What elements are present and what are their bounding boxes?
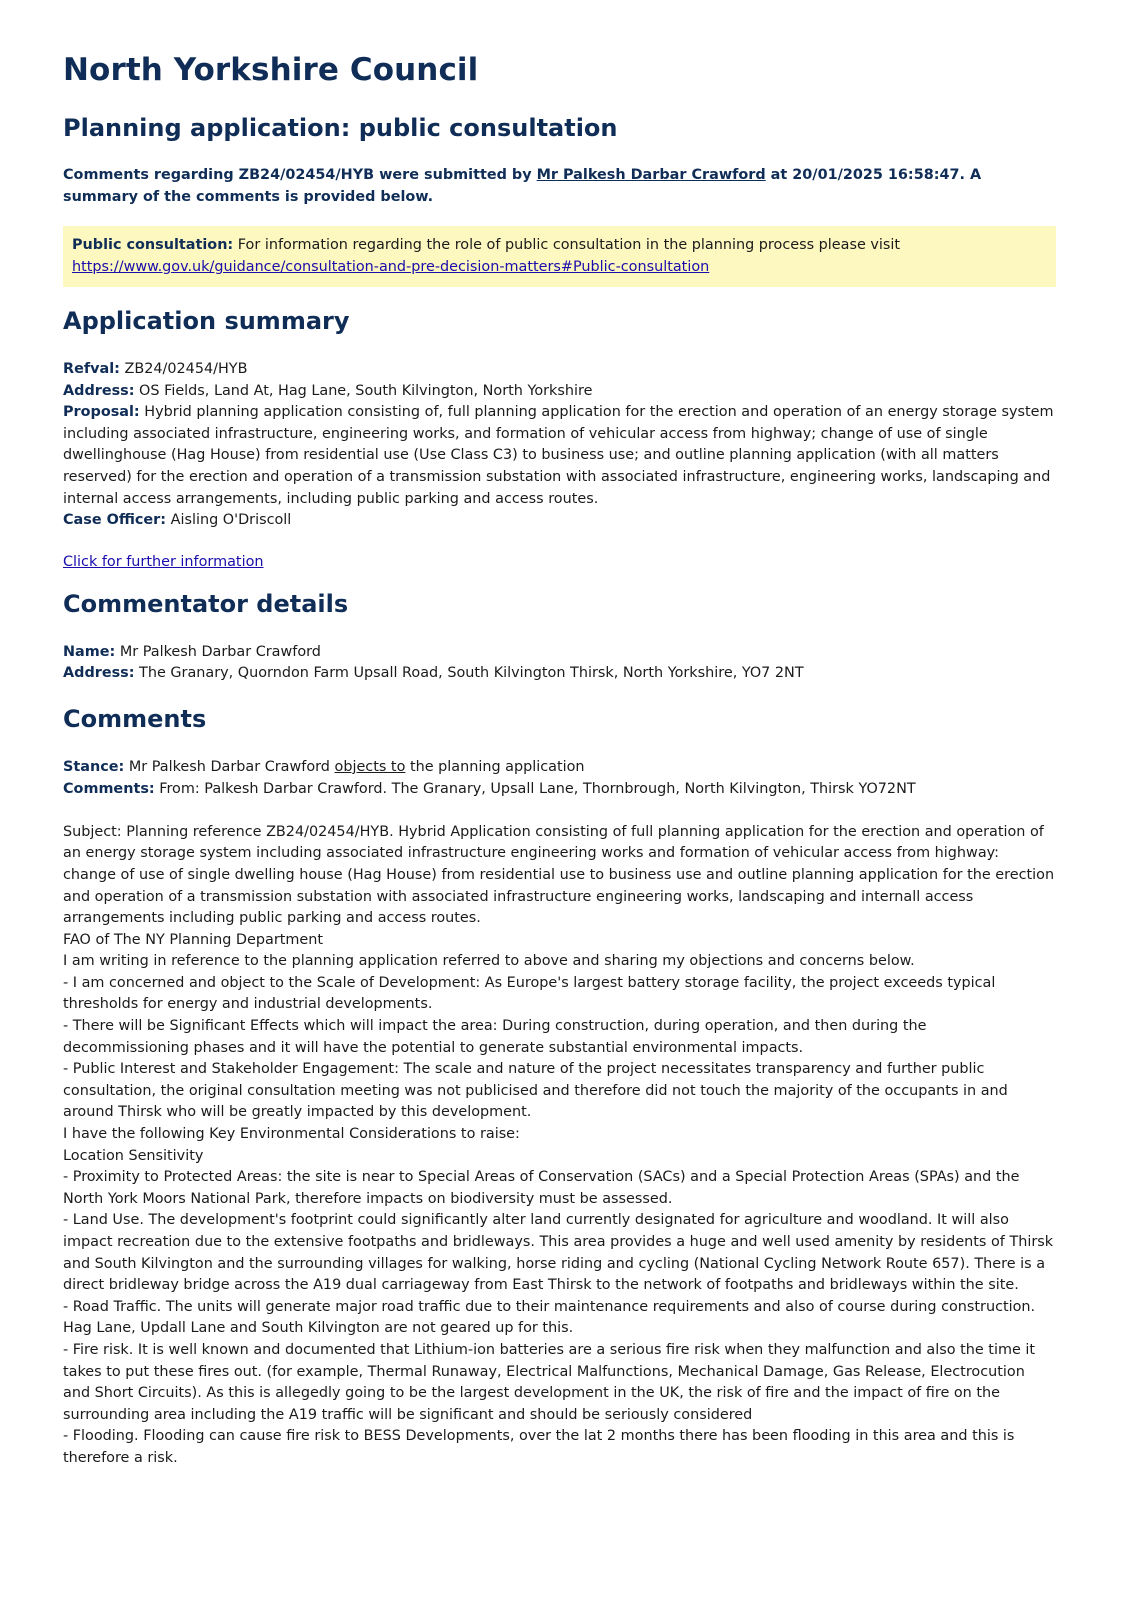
- stance-link[interactable]: objects to: [334, 758, 406, 775]
- commentator-name-link[interactable]: Mr Palkesh Darbar Crawford: [536, 167, 766, 183]
- case-officer-row: Case Officer: Aisling O'Driscoll: [63, 512, 292, 529]
- comments-section: [63, 757, 1056, 1470]
- submission-intro: Comments regarding ZB24/02454/HYB were submitted by Mr Palkesh Darbar Crawford at 20/01/2025 16:58:47. A summary of the comments is provided below.: [63, 167, 982, 205]
- notice-label: Public consultation:: [72, 237, 234, 253]
- notice-text: For information regarding the role of public consultation in the planning process please visit: [233, 237, 901, 253]
- comments-heading: Comments: [63, 704, 207, 733]
- council-title: North Yorkshire Council: [63, 52, 479, 88]
- application-summary-heading: Application summary: [63, 307, 350, 335]
- guidance-link[interactable]: https://www.gov.uk/guidance/consultation-and-pre-decision-matters#Public-consultation: [72, 259, 710, 275]
- public-consultation-notice: [63, 226, 1056, 287]
- commentator-details-heading: Commentator details: [63, 589, 349, 618]
- comments-from-row: Comments: From: Palkesh Darbar Crawford. The Granary, Upsall Lane, Thornbrough, North Kilvington, Thirsk YO72NT: [63, 780, 916, 797]
- application-summary: [63, 359, 1056, 532]
- further-information-link[interactable]: Click for further information: [63, 553, 264, 570]
- page-subtitle: Planning application: public consultation: [63, 114, 618, 142]
- refval-row: Refval: ZB24/02454/HYB: [63, 361, 248, 377]
- commentator-name-row: Name: Mr Palkesh Darbar Crawford: [63, 643, 321, 660]
- address-row: Address: OS Fields, Land At, Hag Lane, South Kilvington, North Yorkshire: [63, 382, 593, 399]
- commentator-details: [63, 642, 1056, 685]
- comment-body: Subject: Planning reference ZB24/02454/HYB. Hybrid Application consisting of full planning application for the erection and operation of an energy storage system including associated infrastructure engineering works and formation of vehicular access from highway: change of use of single dwelling house (Hag House) from residential use to business use and outline planning application for the erection and operation of a transmission substation with associated infrastructure engineering works, landscaping and internall access arrangements including public parking and access routes. FAO of The NY Planning Department I am writing in reference to the planning application referred to above and sharing my objections and concerns below. - I am concerned and object to the Scale of Development: As Europe's largest battery storage facility, the project exceeds typical thresholds for energy and industrial developments. - There will be Significant Effects which will impact the area: During construction, during operation, and then during the decommissioning phases and it will have the potential to generate substantial environmental impacts. - Public Interest and Stakeholder Engagement: The scale and nature of the project necessitates transparency and further public consultation, the original consultation meeting was not publicised and therefore did not touch the majority of the occupants in and around Thirsk who will be greatly impacted by this development. I have the following Key Environmental Considerations to raise: Location Sensitivity - Proximity to Protected Areas: the site is near to Special Areas of Conservation (SACs) and a Special Protection Areas (SPAs) and the North York Moors National Park, therefore impacts on biodiversity must be assessed. - Land Use. The development's footprint could significantly alter land currently designated for agriculture and woodland. It will also impact recreation due to the extensive footpaths and bridleways. This area provides a huge and well used amenity by residents of Thirsk and South Kilvington and the surrounding villages for walking, horse riding and cycling (National Cycling Network Route 657). There is a direct bridleway bridge across the A19 dual carriageway from East Thirsk to the network of footpaths and bridleways within the site. - Road Traffic. The units will generate major road traffic due to their maintenance requirements and also of course during construction. Hag Lane, Updall Lane and South Kilvington are not geared up for this. - Fire risk. It is well known and documented that Lithium-ion batteries are a serious fire risk when they malfunction and also the time it takes to put these fires out. (for example, Thermal Runaway, Electrical Malfunctions, Mechanical Damage, Gas Release, Electrocution and Short Circuits). As this is allegedly going to be the largest development in the UK, the risk of fire and the impact of fire on the surrounding area including the A19 traffic will be significant and should be seriously considered - Flooding. Flooding can cause fire risk to BESS Developments, over the lat 2 months there has been flooding in this area and this is therefore a risk.: [63, 823, 1055, 1466]
- stance-row: Stance: Mr Palkesh Darbar Crawford objects to the planning application: [63, 758, 585, 775]
- commentator-address-row: Address: The Granary, Quorndon Farm Upsall Road, South Kilvington Thirsk, North Yorkshire, YO7 2NT: [63, 665, 804, 682]
- proposal-row: Proposal: Hybrid planning application consisting of, full planning application for the erection and operation of an energy storage system including associated infrastructure, engineering works, and formation of vehicular access from highway; change of use of single dwellinghouse (Hag House) from residential use (Use Class C3) to business use; and outline planning application (with all matters reserved) for the erection and operation of a transmission substation with associated infrastructure, engineering works, landscaping and internal access arrangements, including public parking and access routes.: [63, 404, 1054, 507]
